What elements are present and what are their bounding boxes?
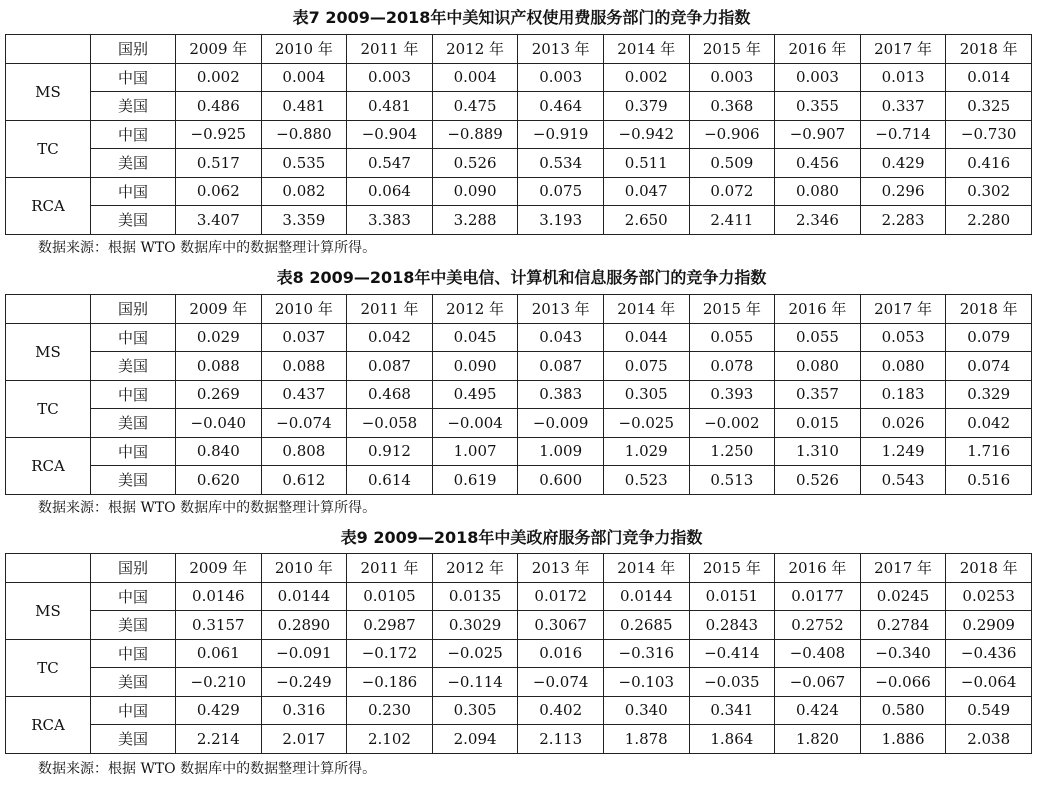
- column-header: 2015 年: [689, 554, 775, 583]
- value-cell: 3.288: [432, 206, 518, 235]
- value-cell: −0.025: [432, 639, 518, 668]
- value-cell: 3.193: [518, 206, 604, 235]
- value-cell: 1.820: [775, 725, 861, 754]
- table-row: [6, 149, 1032, 178]
- column-header: 2014 年: [603, 295, 689, 324]
- value-cell: 0.088: [261, 352, 347, 381]
- value-cell: 0.0245: [860, 582, 946, 611]
- value-cell: 0.0105: [347, 582, 433, 611]
- value-cell: 0.072: [689, 177, 775, 206]
- value-cell: 0.424: [775, 696, 861, 725]
- value-cell: 0.305: [432, 696, 518, 725]
- value-cell: −0.002: [689, 409, 775, 438]
- value-cell: 0.2752: [775, 611, 861, 640]
- value-cell: 0.079: [946, 323, 1032, 352]
- value-cell: 0.383: [518, 380, 604, 409]
- value-cell: 2.017: [261, 725, 347, 754]
- value-cell: 0.517: [176, 149, 262, 178]
- value-cell: −0.040: [176, 409, 262, 438]
- country-cell: 中国: [91, 120, 176, 149]
- value-cell: 0.002: [176, 63, 262, 92]
- value-cell: 0.516: [946, 466, 1032, 495]
- index-label: MS: [6, 323, 91, 380]
- value-cell: 0.0146: [176, 582, 262, 611]
- value-cell: 0.2784: [860, 611, 946, 640]
- value-cell: −0.064: [946, 668, 1032, 697]
- corner-cell: [6, 295, 91, 324]
- header-row: [6, 295, 1032, 324]
- column-header: 2016 年: [775, 554, 861, 583]
- value-cell: 0.088: [176, 352, 262, 381]
- country-cell: 中国: [91, 323, 176, 352]
- value-cell: 0.614: [347, 466, 433, 495]
- column-header: 2018 年: [946, 554, 1032, 583]
- value-cell: 2.102: [347, 725, 433, 754]
- column-header: 2012 年: [432, 295, 518, 324]
- value-cell: 0.3067: [518, 611, 604, 640]
- value-cell: 0.016: [518, 639, 604, 668]
- column-header: 2016 年: [775, 35, 861, 64]
- value-cell: 0.047: [603, 177, 689, 206]
- value-cell: 0.481: [261, 92, 347, 121]
- table-row: [6, 63, 1032, 92]
- value-cell: 0.074: [946, 352, 1032, 381]
- country-cell: 中国: [91, 177, 176, 206]
- corner-cell: [6, 554, 91, 583]
- value-cell: 0.437: [261, 380, 347, 409]
- country-cell: 美国: [91, 466, 176, 495]
- value-cell: −0.925: [176, 120, 262, 149]
- country-cell: 中国: [91, 63, 176, 92]
- value-cell: 0.014: [946, 63, 1032, 92]
- column-header: 2011 年: [347, 554, 433, 583]
- value-cell: −0.025: [603, 409, 689, 438]
- value-cell: 0.0177: [775, 582, 861, 611]
- value-cell: 1.864: [689, 725, 775, 754]
- value-cell: −0.186: [347, 668, 433, 697]
- value-cell: 0.580: [860, 696, 946, 725]
- value-cell: −0.172: [347, 639, 433, 668]
- value-cell: 0.619: [432, 466, 518, 495]
- table-row: [6, 582, 1032, 611]
- value-cell: 0.511: [603, 149, 689, 178]
- column-header: 2014 年: [603, 35, 689, 64]
- value-cell: 0.534: [518, 149, 604, 178]
- value-cell: 0.549: [946, 696, 1032, 725]
- value-cell: 0.840: [176, 437, 262, 466]
- value-cell: 0.340: [603, 696, 689, 725]
- value-cell: −0.058: [347, 409, 433, 438]
- value-cell: 2.650: [603, 206, 689, 235]
- value-cell: 0.3029: [432, 611, 518, 640]
- country-cell: 中国: [91, 582, 176, 611]
- value-cell: 0.495: [432, 380, 518, 409]
- value-cell: 0.429: [176, 696, 262, 725]
- value-cell: 0.305: [603, 380, 689, 409]
- value-cell: 0.355: [775, 92, 861, 121]
- value-cell: 0.042: [347, 323, 433, 352]
- value-cell: 0.325: [946, 92, 1032, 121]
- value-cell: −0.340: [860, 639, 946, 668]
- value-cell: −0.103: [603, 668, 689, 697]
- value-cell: −0.730: [946, 120, 1032, 149]
- value-cell: 0.481: [347, 92, 433, 121]
- column-header: 2013 年: [518, 295, 604, 324]
- value-cell: 0.513: [689, 466, 775, 495]
- value-cell: 0.368: [689, 92, 775, 121]
- value-cell: 3.383: [347, 206, 433, 235]
- value-cell: 0.082: [261, 177, 347, 206]
- value-cell: 0.379: [603, 92, 689, 121]
- column-header: 2018 年: [946, 295, 1032, 324]
- value-cell: −0.035: [689, 668, 775, 697]
- value-cell: 0.075: [603, 352, 689, 381]
- value-cell: 2.346: [775, 206, 861, 235]
- value-cell: 0.080: [860, 352, 946, 381]
- value-cell: 0.026: [860, 409, 946, 438]
- value-cell: 0.486: [176, 92, 262, 121]
- column-header: 2012 年: [432, 554, 518, 583]
- value-cell: 0.0151: [689, 582, 775, 611]
- column-header: 2011 年: [347, 35, 433, 64]
- index-label: MS: [6, 582, 91, 639]
- value-cell: 0.053: [860, 323, 946, 352]
- value-cell: 1.310: [775, 437, 861, 466]
- country-cell: 中国: [91, 639, 176, 668]
- table-row: [6, 466, 1032, 495]
- value-cell: 0.090: [432, 177, 518, 206]
- value-cell: 0.230: [347, 696, 433, 725]
- value-cell: 0.087: [347, 352, 433, 381]
- value-cell: 0.044: [603, 323, 689, 352]
- column-header: 2009 年: [176, 554, 262, 583]
- value-cell: 0.055: [775, 323, 861, 352]
- value-cell: −0.906: [689, 120, 775, 149]
- value-cell: 1.716: [946, 437, 1032, 466]
- value-cell: 0.543: [860, 466, 946, 495]
- index-label: RCA: [6, 437, 91, 494]
- value-cell: 2.214: [176, 725, 262, 754]
- data-table: [5, 34, 1032, 235]
- value-cell: 1.029: [603, 437, 689, 466]
- value-cell: 0.456: [775, 149, 861, 178]
- country-cell: 中国: [91, 380, 176, 409]
- value-cell: 0.061: [176, 639, 262, 668]
- country-cell: 美国: [91, 149, 176, 178]
- index-label: MS: [6, 63, 91, 120]
- column-header: 2015 年: [689, 295, 775, 324]
- value-cell: 2.280: [946, 206, 1032, 235]
- value-cell: 0.416: [946, 149, 1032, 178]
- value-cell: 0.0172: [518, 582, 604, 611]
- value-cell: −0.210: [176, 668, 262, 697]
- value-cell: 0.078: [689, 352, 775, 381]
- value-cell: −0.009: [518, 409, 604, 438]
- column-header: 国别: [91, 35, 176, 64]
- value-cell: 0.468: [347, 380, 433, 409]
- index-label: RCA: [6, 177, 91, 234]
- value-cell: 0.523: [603, 466, 689, 495]
- value-cell: −0.714: [860, 120, 946, 149]
- value-cell: 0.302: [946, 177, 1032, 206]
- column-header: 2010 年: [261, 554, 347, 583]
- value-cell: 2.283: [860, 206, 946, 235]
- value-cell: 2.411: [689, 206, 775, 235]
- value-cell: 0.029: [176, 323, 262, 352]
- value-cell: 1.886: [860, 725, 946, 754]
- column-header: 2017 年: [860, 295, 946, 324]
- value-cell: 0.015: [775, 409, 861, 438]
- value-cell: −0.919: [518, 120, 604, 149]
- index-label: TC: [6, 639, 91, 696]
- value-cell: 0.075: [518, 177, 604, 206]
- column-header: 2012 年: [432, 35, 518, 64]
- column-header: 国别: [91, 295, 176, 324]
- value-cell: 0.037: [261, 323, 347, 352]
- value-cell: 2.038: [946, 725, 1032, 754]
- value-cell: 0.003: [689, 63, 775, 92]
- value-cell: −0.249: [261, 668, 347, 697]
- column-header: 2015 年: [689, 35, 775, 64]
- value-cell: 0.2890: [261, 611, 347, 640]
- value-cell: 0.429: [860, 149, 946, 178]
- value-cell: 0.002: [603, 63, 689, 92]
- column-header: 2011 年: [347, 295, 433, 324]
- value-cell: 0.2685: [603, 611, 689, 640]
- table-row: [6, 92, 1032, 121]
- table-row: [6, 409, 1032, 438]
- table-row: [6, 725, 1032, 754]
- value-cell: 0.0253: [946, 582, 1032, 611]
- value-cell: 2.113: [518, 725, 604, 754]
- value-cell: 0.003: [775, 63, 861, 92]
- value-cell: 0.509: [689, 149, 775, 178]
- table-row: [6, 380, 1032, 409]
- country-cell: 美国: [91, 611, 176, 640]
- value-cell: 0.329: [946, 380, 1032, 409]
- table-row: [6, 696, 1032, 725]
- table-row: [6, 611, 1032, 640]
- value-cell: 0.004: [432, 63, 518, 92]
- value-cell: 0.296: [860, 177, 946, 206]
- country-cell: 中国: [91, 696, 176, 725]
- column-header: 2014 年: [603, 554, 689, 583]
- column-header: 2017 年: [860, 554, 946, 583]
- index-label: TC: [6, 380, 91, 437]
- index-label: RCA: [6, 696, 91, 753]
- value-cell: 0.043: [518, 323, 604, 352]
- column-header: 2009 年: [176, 35, 262, 64]
- column-header: 2010 年: [261, 295, 347, 324]
- column-header: 2017 年: [860, 35, 946, 64]
- country-cell: 美国: [91, 409, 176, 438]
- table-row: [6, 668, 1032, 697]
- value-cell: 0.003: [518, 63, 604, 92]
- value-cell: −0.074: [261, 409, 347, 438]
- source-note: 数据来源：根据 WTO 数据库中的数据整理计算所得。: [38, 500, 377, 516]
- table-title: 表7 2009—2018年中美知识产权使用费服务部门的竞争力指数: [292, 8, 751, 27]
- value-cell: 0.080: [775, 177, 861, 206]
- column-header: 2016 年: [775, 295, 861, 324]
- value-cell: 1.249: [860, 437, 946, 466]
- value-cell: −0.114: [432, 668, 518, 697]
- value-cell: 0.464: [518, 92, 604, 121]
- value-cell: 0.064: [347, 177, 433, 206]
- value-cell: 0.2843: [689, 611, 775, 640]
- value-cell: 0.269: [176, 380, 262, 409]
- value-cell: 0.090: [432, 352, 518, 381]
- header-row: [6, 554, 1032, 583]
- value-cell: 0.0144: [603, 582, 689, 611]
- value-cell: 0.3157: [176, 611, 262, 640]
- value-cell: 0.912: [347, 437, 433, 466]
- value-cell: 0.013: [860, 63, 946, 92]
- value-cell: 0.475: [432, 92, 518, 121]
- table-title: 表8 2009—2018年中美电信、计算机和信息服务部门的竞争力指数: [276, 268, 767, 287]
- value-cell: 1.007: [432, 437, 518, 466]
- value-cell: 3.407: [176, 206, 262, 235]
- value-cell: 0.087: [518, 352, 604, 381]
- value-cell: 0.393: [689, 380, 775, 409]
- country-cell: 中国: [91, 437, 176, 466]
- value-cell: 0.042: [946, 409, 1032, 438]
- value-cell: 0.062: [176, 177, 262, 206]
- country-cell: 美国: [91, 92, 176, 121]
- value-cell: 0.547: [347, 149, 433, 178]
- value-cell: 0.337: [860, 92, 946, 121]
- source-note: 数据来源：根据 WTO 数据库中的数据整理计算所得。: [38, 240, 377, 256]
- value-cell: 0.526: [432, 149, 518, 178]
- value-cell: −0.067: [775, 668, 861, 697]
- country-cell: 美国: [91, 352, 176, 381]
- value-cell: −0.004: [432, 409, 518, 438]
- country-cell: 美国: [91, 668, 176, 697]
- country-cell: 美国: [91, 725, 176, 754]
- data-table: [5, 553, 1032, 754]
- value-cell: −0.074: [518, 668, 604, 697]
- value-cell: −0.414: [689, 639, 775, 668]
- value-cell: 0.2987: [347, 611, 433, 640]
- corner-cell: [6, 35, 91, 64]
- column-header: 2010 年: [261, 35, 347, 64]
- value-cell: 0.0144: [261, 582, 347, 611]
- value-cell: −0.066: [860, 668, 946, 697]
- value-cell: −0.316: [603, 639, 689, 668]
- table-row: [6, 206, 1032, 235]
- table-title: 表9 2009—2018年中美政府服务部门竞争力指数: [340, 528, 703, 547]
- value-cell: 0.600: [518, 466, 604, 495]
- data-table: [5, 294, 1032, 495]
- value-cell: 0.080: [775, 352, 861, 381]
- value-cell: 0.526: [775, 466, 861, 495]
- value-cell: 0.045: [432, 323, 518, 352]
- value-cell: 0.535: [261, 149, 347, 178]
- value-cell: 0.055: [689, 323, 775, 352]
- table-row: [6, 639, 1032, 668]
- value-cell: 3.359: [261, 206, 347, 235]
- table-row: [6, 352, 1032, 381]
- column-header: 2009 年: [176, 295, 262, 324]
- value-cell: −0.907: [775, 120, 861, 149]
- column-header: 2013 年: [518, 35, 604, 64]
- value-cell: 0.0135: [432, 582, 518, 611]
- source-note: 数据来源：根据 WTO 数据库中的数据整理计算所得。: [38, 761, 377, 777]
- value-cell: −0.942: [603, 120, 689, 149]
- country-cell: 美国: [91, 206, 176, 235]
- value-cell: −0.436: [946, 639, 1032, 668]
- table-row: [6, 323, 1032, 352]
- value-cell: −0.904: [347, 120, 433, 149]
- value-cell: 0.004: [261, 63, 347, 92]
- column-header: 2018 年: [946, 35, 1032, 64]
- value-cell: −0.880: [261, 120, 347, 149]
- column-header: 国别: [91, 554, 176, 583]
- value-cell: 2.094: [432, 725, 518, 754]
- value-cell: 0.620: [176, 466, 262, 495]
- value-cell: 0.357: [775, 380, 861, 409]
- header-row: [6, 35, 1032, 64]
- value-cell: 0.003: [347, 63, 433, 92]
- value-cell: 0.808: [261, 437, 347, 466]
- value-cell: 0.341: [689, 696, 775, 725]
- value-cell: 0.402: [518, 696, 604, 725]
- value-cell: −0.091: [261, 639, 347, 668]
- value-cell: 0.2909: [946, 611, 1032, 640]
- value-cell: −0.408: [775, 639, 861, 668]
- table-row: [6, 177, 1032, 206]
- table-row: [6, 120, 1032, 149]
- table-row: [6, 437, 1032, 466]
- value-cell: 1.878: [603, 725, 689, 754]
- column-header: 2013 年: [518, 554, 604, 583]
- value-cell: 0.316: [261, 696, 347, 725]
- value-cell: −0.889: [432, 120, 518, 149]
- value-cell: 1.009: [518, 437, 604, 466]
- value-cell: 1.250: [689, 437, 775, 466]
- value-cell: 0.612: [261, 466, 347, 495]
- value-cell: 0.183: [860, 380, 946, 409]
- index-label: TC: [6, 120, 91, 177]
